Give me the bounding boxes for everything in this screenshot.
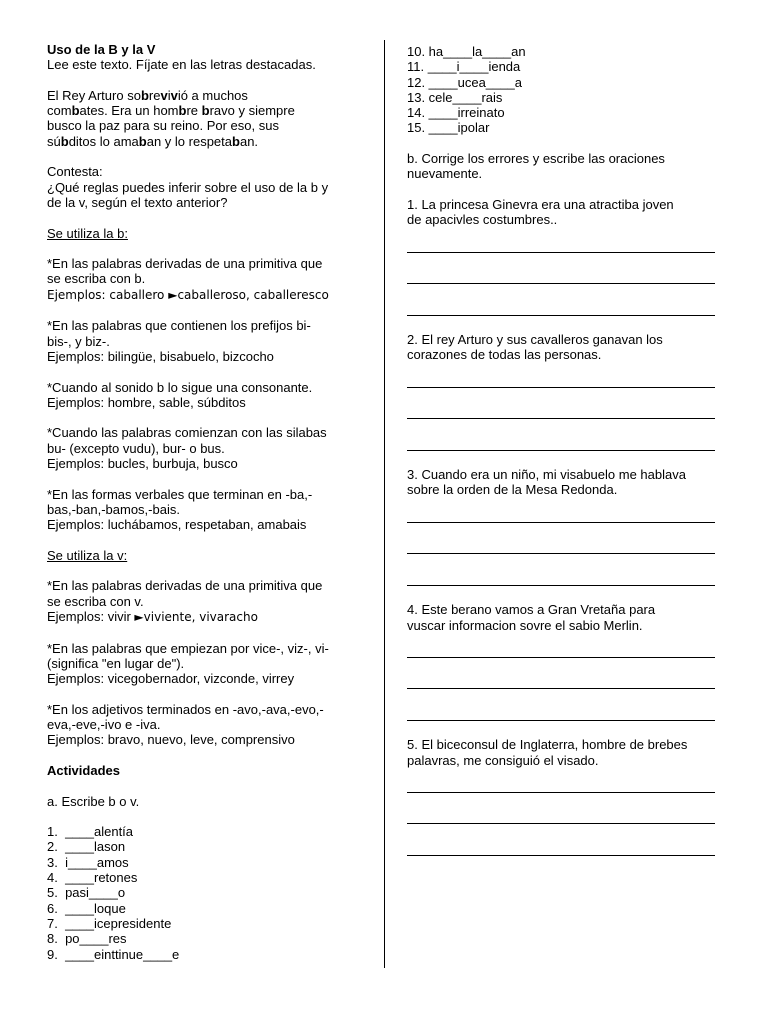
sentence-text: corazones de todas las personas.	[407, 347, 602, 363]
answer-lines	[407, 498, 722, 586]
rule-line: eva,-eve,-ivo e -iva.	[47, 717, 161, 733]
exercise-item: 7. ____icepresidente	[47, 915, 172, 931]
exercise-item: 12. ____ucea____a	[407, 74, 522, 90]
story-text: ió a muchos	[177, 87, 248, 103]
exercise-item: 4. ____retones	[47, 870, 138, 886]
story-text: re	[186, 103, 202, 119]
story-text: an y lo respeta	[146, 133, 233, 149]
story-text: busco la paz para su reino. Por eso, sus	[47, 118, 279, 134]
rule-example-line	[47, 287, 367, 303]
exercise-item: 13. cele____rais	[407, 89, 503, 105]
question-line-2: de la v, según el texto anterior?	[47, 194, 228, 210]
arrow-icon: ►	[134, 609, 144, 624]
activities-heading: Actividades	[47, 762, 120, 778]
rule-line: *En los adjetivos terminados en -avo,-ava,-evo,-	[47, 701, 324, 717]
highlighted-letter: b	[71, 103, 80, 119]
b-rules-list	[47, 256, 367, 532]
answer-line	[407, 778, 715, 793]
exercise-list-right	[407, 44, 722, 136]
sentence-text: 4. Este berano vamos a Gran Vretaña para	[407, 602, 656, 618]
rule-line: bu- (excepto vudu), bur- o bus.	[47, 440, 225, 456]
answer-line	[407, 508, 715, 523]
rule-line: (significa "en lugar de").	[47, 655, 185, 671]
exercise-item: 6. ____loque	[47, 900, 126, 916]
exercise-item: 1. ____alentía	[47, 824, 134, 840]
exercise-item: 14. ____irreinato	[407, 105, 505, 121]
rule-line: *En las formas verbales que terminan en -ba,-	[47, 486, 313, 502]
answer-lines	[407, 633, 722, 721]
rule-line: *Cuando las palabras comienzan con las silabas	[47, 425, 327, 441]
rule-line: Ejemplos: vicegobernador, vizconde, virrey	[47, 671, 295, 687]
story-line	[47, 118, 367, 133]
contesta-label: Contesta:	[47, 164, 103, 180]
question-line-1: ¿Qué reglas puedes inferir sobre el uso de la b y	[47, 179, 329, 195]
story-text: ates. Era un hom	[79, 103, 179, 119]
story-text: com	[47, 103, 72, 119]
story-line	[47, 88, 367, 103]
rule-block	[47, 425, 367, 471]
story-text: i	[167, 87, 171, 103]
rule-line: se escriba con v.	[47, 593, 144, 609]
sentence-text: palavras, me consiguió el visado.	[407, 752, 599, 768]
highlighted-letter: b	[60, 133, 69, 149]
highlighted-letter: b	[201, 103, 210, 119]
highlighted-letter: b	[138, 133, 147, 149]
rule-line: Ejemplos: bilingüe, bisabuelo, bizcocho	[47, 348, 274, 364]
sentence-text: de apacivles costumbres..	[407, 212, 558, 228]
answer-lines	[407, 768, 722, 856]
sentence-exercise	[407, 737, 722, 856]
story-line	[47, 134, 367, 149]
example-prefix: Ejemplos: caballero	[47, 287, 169, 302]
example-derived-words: caballeroso, caballeresco	[177, 287, 329, 302]
rule-line: *En las palabras que empiezan por vice-, viz-, vi-	[47, 640, 329, 656]
left-column	[47, 42, 367, 962]
example-prefix: Ejemplos: vivir	[47, 608, 135, 624]
rule-line: bas,-ban,-bamos,-bais.	[47, 501, 180, 517]
answer-line	[407, 643, 715, 658]
sentence-exercise	[407, 332, 722, 451]
answer-line	[407, 404, 715, 419]
answer-lines	[407, 228, 722, 316]
answer-line	[407, 674, 715, 689]
answer-line	[407, 238, 715, 253]
highlighted-letter: v	[160, 87, 168, 103]
rule-line: *En las palabras derivadas de una primitiva que	[47, 578, 323, 594]
exercise-item: 3. i____amos	[47, 854, 129, 870]
rule-block	[47, 318, 367, 364]
rule-block	[47, 380, 367, 411]
sentence-text: 5. El biceconsul de Inglaterra, hombre de brebes	[407, 737, 688, 753]
rule-line: Ejemplos: bucles, burbuja, busco	[47, 456, 238, 472]
story-text: sú	[47, 133, 61, 149]
story-line	[47, 103, 367, 118]
highlighted-letter: b	[140, 87, 149, 103]
rule-line: se escriba con b.	[47, 271, 146, 287]
story-text: ravo y siempre	[209, 103, 295, 119]
exercise-item: 15. ____ipolar	[407, 120, 490, 136]
story-text: El Rey Arturo so	[47, 87, 141, 103]
v-rules-list	[47, 578, 367, 747]
rule-line: *En las palabras que contienen los prefijos bi-	[47, 318, 311, 334]
story-text: ditos lo ama	[68, 133, 139, 149]
rule-block	[47, 641, 367, 687]
rule-block	[47, 256, 367, 303]
exercise-item: 9. ____einttinue____e	[47, 946, 180, 962]
answer-line	[407, 269, 715, 284]
rule-block	[47, 578, 367, 625]
answer-lines	[407, 363, 722, 451]
sentence-text: sobre la orden de la Mesa Redonda.	[407, 482, 618, 498]
answer-line	[407, 571, 715, 586]
rule-line: Ejemplos: hombre, sable, súbditos	[47, 394, 246, 410]
answer-line	[407, 301, 715, 316]
rule-block	[47, 487, 367, 533]
answer-line	[407, 706, 715, 721]
sentence-text: 3. Cuando era un niño, mi visabuelo me hablava	[407, 467, 686, 483]
example-derived-words: viviente, vivaracho	[143, 609, 258, 624]
exercise-item: 11. ____i____ienda	[407, 59, 521, 75]
highlighted-letter: v	[170, 87, 178, 103]
rule-line: *En las palabras derivadas de una primitiva que	[47, 256, 323, 272]
right-column	[407, 44, 722, 872]
sentence-exercise	[407, 602, 722, 721]
sentence-exercises	[407, 197, 722, 856]
rule-line: Ejemplos: luchábamos, respetaban, amabais	[47, 517, 307, 533]
answer-line	[407, 373, 715, 388]
sentence-text: 2. El rey Arturo y sus cavalleros ganavan los	[407, 332, 663, 348]
exercise-item: 2. ____lason	[47, 839, 126, 855]
sentence-text: 1. La princesa Ginevra era una atractiba joven	[407, 196, 674, 212]
sentence-exercise	[407, 467, 722, 586]
worksheet-title: Uso de la B y la V	[47, 42, 156, 57]
story-text: re	[148, 87, 161, 103]
highlighted-letter: b	[232, 133, 240, 149]
answer-line	[407, 436, 715, 451]
rule-line: bis-, y biz-.	[47, 333, 110, 349]
part-b-instruction-line-1: b. Corrige los errores y escribe las oraciones	[407, 151, 665, 167]
part-b-instruction-line-2: nuevamente.	[407, 166, 483, 182]
v-rules-heading: Se utiliza la v:	[47, 547, 128, 563]
arrow-icon: ►	[168, 287, 178, 302]
answer-line	[407, 539, 715, 554]
story-paragraph	[47, 88, 367, 149]
exercise-item: 8. po____res	[47, 931, 127, 947]
rule-line: Ejemplos: bravo, nuevo, leve, comprensivo	[47, 732, 295, 748]
answer-line	[407, 841, 715, 856]
highlighted-letter: b	[178, 103, 187, 119]
rule-example-line	[47, 609, 367, 625]
part-a-instruction: a. Escribe b o v.	[47, 793, 140, 809]
story-text: an.	[239, 133, 259, 149]
intro-instruction: Lee este texto. Fíjate en las letras destacadas.	[47, 57, 316, 73]
sentence-exercise	[407, 197, 722, 316]
exercise-item: 10. ha____la____an	[407, 44, 526, 59]
rule-block	[47, 702, 367, 748]
rule-line: *Cuando al sonido b lo sigue una consonante.	[47, 379, 313, 395]
exercise-list-left	[47, 824, 367, 962]
b-rules-heading: Se utiliza la b:	[47, 225, 128, 241]
column-divider	[384, 40, 385, 968]
sentence-text: vuscar informacion sovre el sabio Merlin.	[407, 617, 643, 633]
answer-line	[407, 809, 715, 824]
exercise-item: 5. pasi____o	[47, 885, 126, 901]
